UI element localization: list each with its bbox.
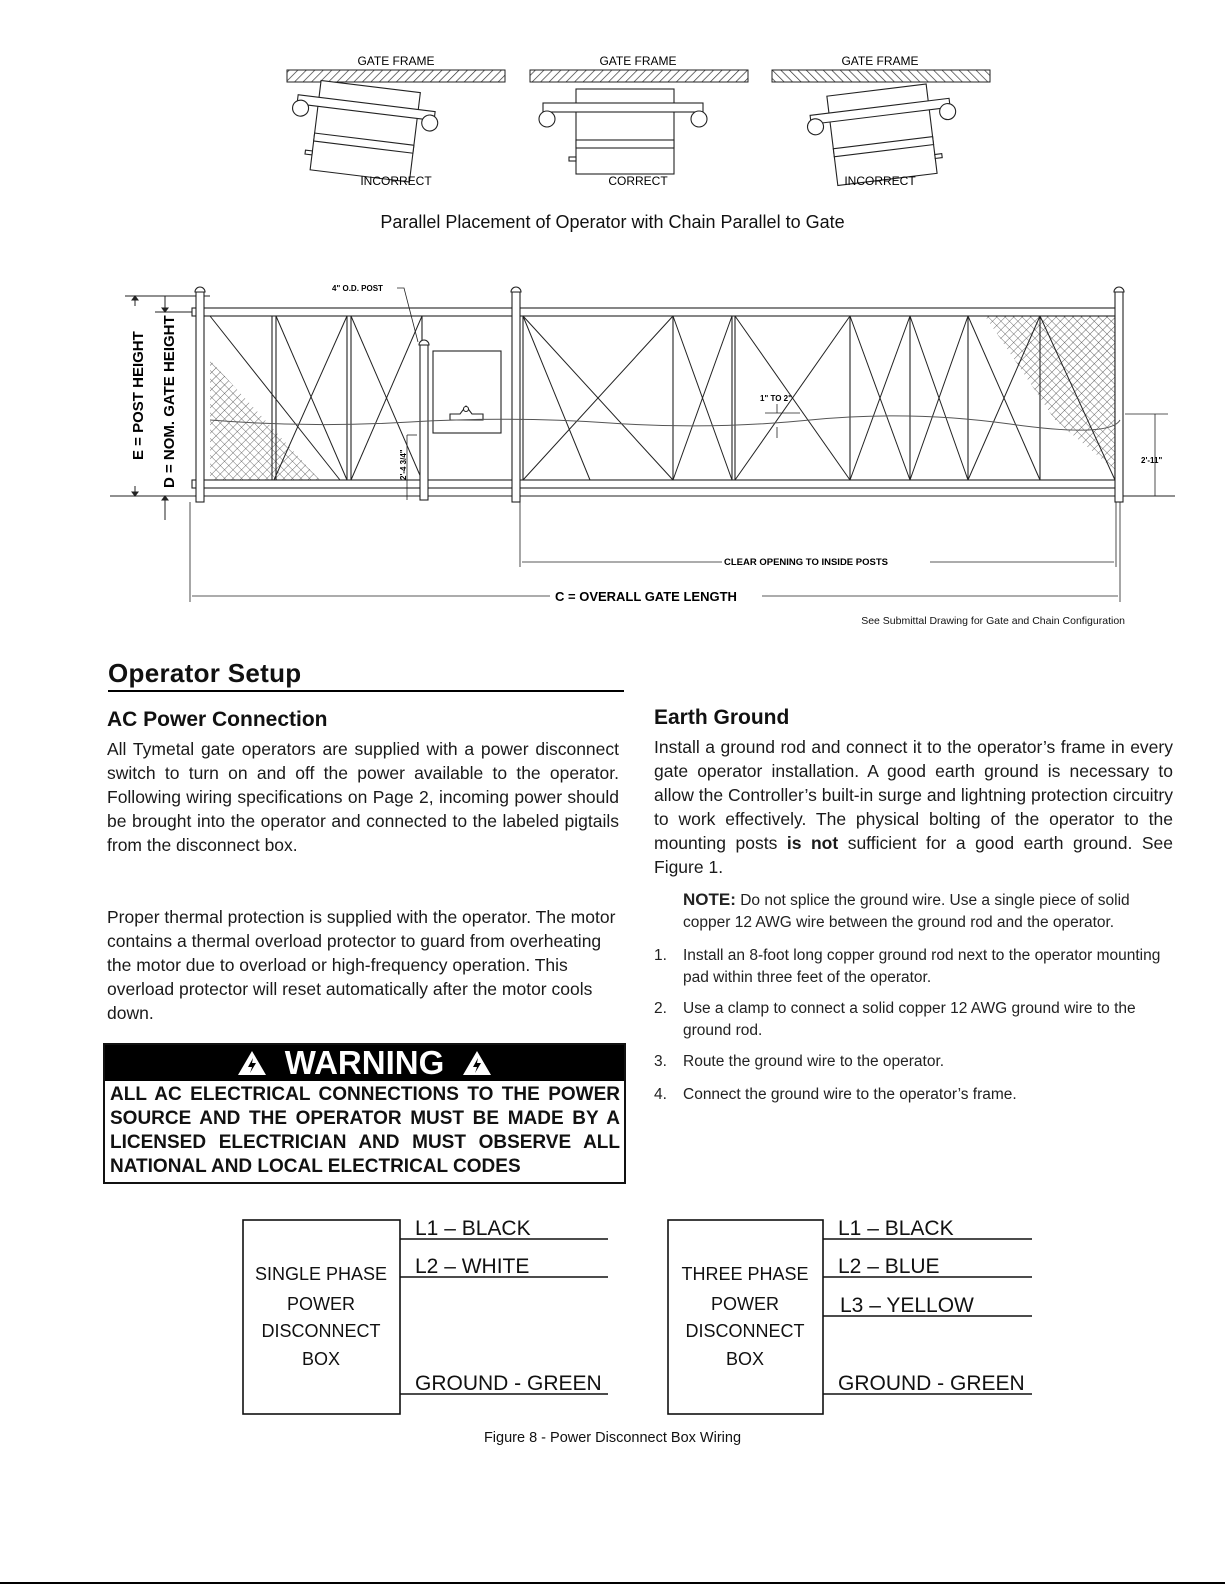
svg-text:BOX: BOX bbox=[301, 1349, 341, 1369]
svg-text:POWER: POWER bbox=[710, 1294, 780, 1314]
orientation-panel-correct bbox=[530, 54, 748, 188]
post-height-label: E = POST HEIGHT bbox=[130, 331, 147, 460]
single-phase-disconnect-box bbox=[243, 1217, 608, 1414]
warning-text: ALL AC ELECTRICAL CONNECTIONS TO THE POWER SOURCE AND THE OPERATOR MUST BE MADE BY A LICENSED ELECTRICIAN AND MUST OBSERVE ALL NATIONAL AND LOCAL ELECTRICAL CODES bbox=[110, 1084, 620, 1177]
chain-height-dim: 2'-11" bbox=[1141, 456, 1163, 465]
ac-power-heading: AC Power Connection bbox=[107, 708, 328, 731]
power-disconnect-wiring-figure bbox=[235, 1205, 1045, 1425]
svg-text:SINGLE PHASE: SINGLE PHASE bbox=[254, 1264, 388, 1284]
warning-header bbox=[105, 1045, 624, 1081]
orientation-status: INCORRECT bbox=[360, 174, 432, 188]
svg-text:DISCONNECT: DISCONNECT bbox=[685, 1321, 805, 1341]
overall-length-label: C = OVERALL GATE LENGTH bbox=[555, 589, 737, 604]
svg-text:POWER: POWER bbox=[286, 1294, 356, 1314]
earth-ground-heading: Earth Ground bbox=[654, 706, 790, 729]
chain-sag-dim: 1" TO 2" bbox=[760, 394, 792, 403]
earth-ground-paragraph: Install a ground rod and connect it to the operator’s frame in every gate operator installation. A good earth ground is necessary to allow the Controller’s built-in surge and lightning protection circuitry to work effectively. The physical bolting of the operator to the mounting posts is not sufficient for a good earth ground. See Figure 1. bbox=[654, 737, 1174, 877]
svg-text:CORRECT: CORRECT bbox=[608, 174, 668, 188]
gate-height-label: D = NOM. GATE HEIGHT bbox=[161, 315, 178, 488]
warning-title: WARNING bbox=[284, 1044, 445, 1081]
svg-text:DISCONNECT: DISCONNECT bbox=[261, 1321, 381, 1341]
orientation-panel-incorrect-left bbox=[285, 54, 505, 188]
list-item: 3. Route the ground wire to the operator. bbox=[654, 1053, 945, 1070]
svg-text:GATE FRAME: GATE FRAME bbox=[841, 54, 919, 68]
emphasis-is-not: is not bbox=[786, 833, 839, 853]
wire-label: L2 – BLUE bbox=[838, 1255, 940, 1278]
list-item: 2. Use a clamp to connect a solid copper 12 AWG ground wire to the ground rod. bbox=[654, 1000, 1136, 1039]
gate-frame-label: GATE FRAME bbox=[357, 54, 435, 68]
orientation-panel-incorrect-right bbox=[772, 54, 990, 188]
svg-text:GATE FRAME: GATE FRAME bbox=[599, 54, 677, 68]
wire-label: L3 – YELLOW bbox=[840, 1294, 974, 1317]
orientation-caption: Parallel Placement of Operator with Chain Parallel to Gate bbox=[380, 212, 845, 232]
wire-label: GROUND - GREEN bbox=[415, 1372, 602, 1395]
figure-caption: Figure 8 - Power Disconnect Box Wiring bbox=[483, 1430, 742, 1446]
three-phase-disconnect-box bbox=[668, 1217, 1032, 1414]
note-label: NOTE: bbox=[683, 890, 736, 909]
section-title: Operator Setup bbox=[108, 658, 624, 692]
submittal-note: See Submittal Drawing for Gate and Chain Configuration bbox=[861, 615, 1125, 627]
ground-steps-list bbox=[654, 945, 1173, 1115]
wire-label: L2 – WHITE bbox=[415, 1255, 530, 1278]
operator-orientation-diagram bbox=[280, 45, 1000, 205]
page-bottom-rule bbox=[0, 1582, 1225, 1584]
clear-opening-label: CLEAR OPENING TO INSIDE POSTS bbox=[724, 557, 888, 568]
electrical-hazard-icon bbox=[462, 1050, 492, 1076]
wire-label: GROUND - GREEN bbox=[838, 1372, 1025, 1395]
ground-note: NOTE: Do not splice the ground wire. Use a single piece of solid copper 12 AWG wire between the ground rod and the operator. bbox=[683, 890, 1130, 931]
post-callout: 4" O.D. POST bbox=[332, 284, 383, 293]
operator-height-dim: 2'-4 3/4" bbox=[399, 449, 408, 480]
ac-power-paragraph-2: Proper thermal protection is supplied with the operator. The motor contains a thermal overload protector to guard from overheating the motor due to overload or high-frequency operation. This overload protector will reset automatically after the motor cools down. bbox=[107, 907, 616, 1023]
wire-label: L1 – BLACK bbox=[415, 1217, 531, 1240]
gate-elevation-drawing bbox=[110, 270, 1180, 610]
list-item: 1. Install an 8-foot long copper ground rod next to the operator mounting pad within three feet of the operator. bbox=[654, 947, 1161, 986]
svg-text:INCORRECT: INCORRECT bbox=[844, 174, 916, 188]
list-item: 4. Connect the ground wire to the operator’s frame. bbox=[654, 1086, 1017, 1103]
electrical-hazard-icon bbox=[237, 1050, 267, 1076]
warning-box bbox=[103, 1043, 626, 1184]
wire-label: L1 – BLACK bbox=[838, 1217, 954, 1240]
gate-posts bbox=[195, 287, 1124, 502]
svg-text:BOX: BOX bbox=[725, 1349, 765, 1369]
svg-text:THREE PHASE: THREE PHASE bbox=[681, 1264, 809, 1284]
ac-power-paragraph-1: All Tymetal gate operators are supplied with a power disconnect switch to turn on and off the power available to the operator. Following wiring specifications on Page 2, incoming power should be brought into the operator and connected to the labeled pigtails from the disconnect box. bbox=[107, 739, 619, 855]
